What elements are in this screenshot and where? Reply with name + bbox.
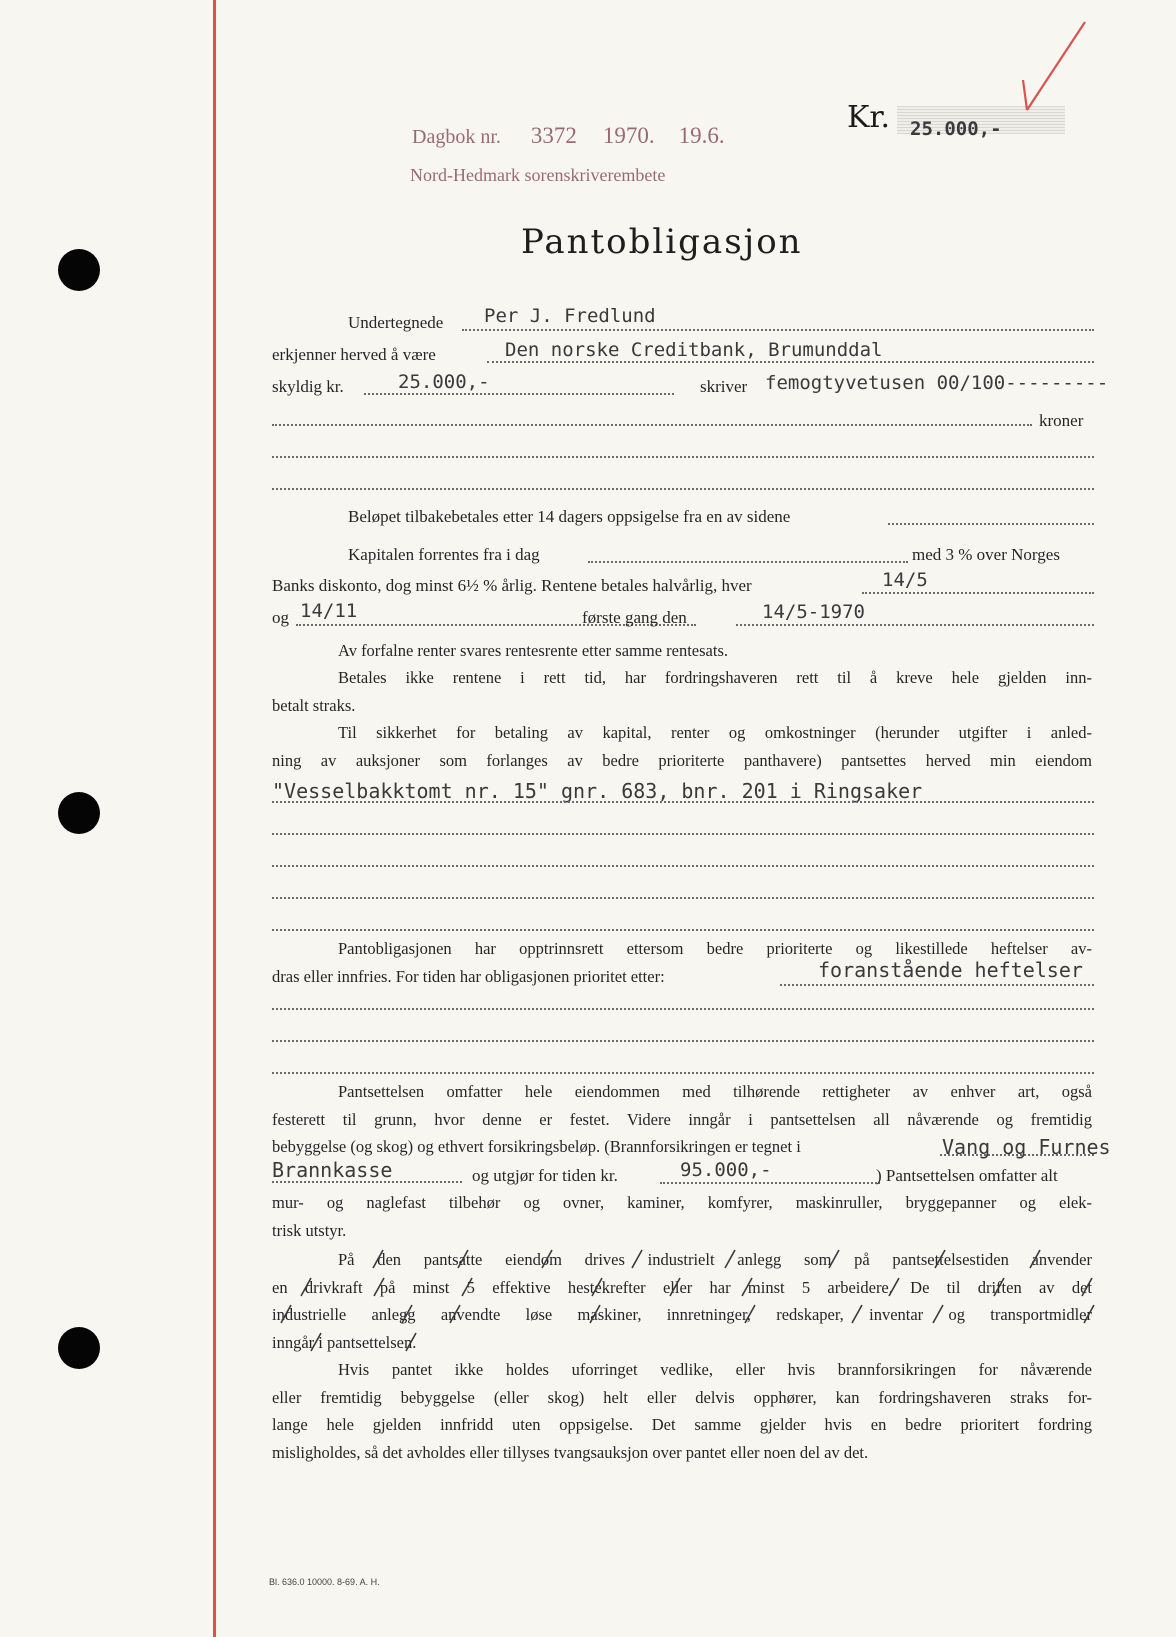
kroner-label: kroner [1039, 411, 1084, 430]
stamp-number: 3372 [530, 123, 577, 148]
fill-line [588, 561, 908, 563]
erkjenner-value: Den norske Creditbank, Brumunddal [505, 339, 883, 361]
fill-line [272, 1040, 1094, 1042]
punch-hole [58, 249, 100, 291]
fill-line [487, 361, 1094, 363]
fill-line [272, 897, 1094, 899]
stamp-label: Dagbok nr. [412, 126, 501, 148]
fill-line [272, 1008, 1094, 1010]
property-value: "Vesselbakktomt nr. 15" gnr. 683, bnr. 201 i Ringsaker [272, 779, 923, 803]
fill-line [462, 329, 1094, 331]
interest-line-1b: med 3 % over Norges [912, 545, 1060, 564]
fill-line [364, 393, 674, 395]
undertegnede-label: Undertegnede [348, 313, 444, 332]
fill-line [272, 833, 1094, 835]
stamp-line-2: Nord-Hedmark sorenskriverembete [410, 165, 666, 185]
fill-line [272, 865, 1094, 867]
undertegnede-value: Per J. Fredlund [484, 305, 656, 327]
punch-hole [58, 1327, 100, 1369]
document-title: Pantobligasjon [521, 222, 803, 262]
fill-line [272, 488, 1094, 490]
amount-label: Kr. [847, 100, 890, 135]
fill-line [272, 801, 1094, 803]
paragraph-late-payment: Betales ikke rentene i rett tid, har fordringshaveren rett til å kreve hele gjelden inn- betalt straks. [272, 668, 1092, 715]
paragraph-pledge: Pantsettelsen omfatter hele eiendommen med tilhørende rettigheter av enhver art, også festerett til grunn, hvor denne er festet. Videre inngår i pantsettelsen all nåværende og fremtidig bebyggelse (og skog) og ethvert forsikringsbeløp. (Brannforsikringen er tegnet i [272, 1082, 1092, 1156]
fill-line [736, 624, 1094, 626]
fill-line [862, 592, 1094, 594]
paragraph-maintenance: Hvis pantet ikke holdes uforringet vedlike, eller hvis brannforsikringen for nåværende eller fremtidig bebyggelse (eller skog) helt eller delvis opphører, kan fordringshaveren straks for- lange hele gjelden innfridd uten oppsigelse. Det samme gjelder hvis en bedre prioritert fordring misligholdes, så det avholdes eller tillyses tvangsauksjon over pantet eller noen del av det. [272, 1360, 1092, 1462]
repayment-text: Beløpet tilbakebetales etter 14 dagers oppsigelse fra en av sidene [348, 507, 791, 526]
priority-value: foranstående heftelser [818, 958, 1083, 982]
punch-hole [58, 792, 100, 834]
skyldig-value: 25.000,- [398, 371, 490, 393]
interest-line-1a: Kapitalen forrentes fra i dag [348, 545, 540, 564]
fill-line [272, 424, 1032, 426]
interest-line-2: Banks diskonto, dog minst 6½ % årlig. Rentene betales halvårlig, hver [272, 576, 752, 595]
paragraph-industrial: På den pantsatte eiendom drives industrielt anlegg som på pantsettelsestiden anvender en drivkraft på minst 5 effektive hestekrefter eller har minst 5 arbeidere. De til driften av det industrielle anlegg anvendte løse maskiner, innretninger, redskaper, inventar og transportmidler inngår i pantsettelsen. [272, 1250, 1092, 1352]
first-date-value: 14/5-1970 [762, 601, 865, 623]
interest-date-2: 14/11 [300, 600, 358, 622]
fill-line [660, 1182, 880, 1184]
insurance-amount-label: og utgjør for tiden kr. [472, 1166, 618, 1185]
fill-line [272, 456, 1094, 458]
interest-date-1: 14/5 [882, 569, 928, 591]
strike-marks [272, 1246, 1102, 1358]
skriver-label: skriver [700, 377, 748, 396]
form-footer-code: Bl. 636.0 10000. 8-69. A. H. [269, 1577, 380, 1587]
paragraph-interest-on-interest: Av forfalne renter svares rentesrente etter samme rentesats. [338, 641, 729, 660]
stamp-date: 19.6. [678, 123, 725, 148]
forste-gang-label: første gang den [582, 608, 687, 627]
fill-line [780, 984, 1094, 986]
red-margin-line [213, 0, 216, 1637]
fill-line [272, 929, 1094, 931]
checkmark-icon [1015, 20, 1095, 120]
stamp-line-1 [412, 123, 725, 149]
insurance-amount-value: 95.000,- [680, 1159, 772, 1181]
stamp-year: 1970. [602, 123, 655, 148]
paragraph-fixtures: mur- og naglefast tilbehør og ovner, kaminer, komfyrer, maskinruller, bryggepanner og elek- trisk utstyr. [272, 1193, 1092, 1240]
amount-value: 25.000,- [910, 118, 1002, 140]
fill-line [272, 1072, 1094, 1074]
erkjenner-label: erkjenner herved å være [272, 345, 436, 364]
og-label: og [272, 608, 289, 627]
insurer-value-1: Vang og Furnes [942, 1135, 1111, 1159]
paragraph-priority: Pantobligasjonen har opptrinnsrett ettersom bedre prioriterte og likestillede heftelser av- dras eller innfries. For tiden har obligasjonen prioritet etter: [272, 939, 1092, 986]
pledge-line-4b: ) Pantsettelsen omfatter alt [876, 1166, 1058, 1185]
skyldig-label: skyldig kr. [272, 377, 344, 396]
skriver-value: femogtyvetusen 00/100--------- [765, 372, 1109, 394]
insurer-value-2: Brannkasse [272, 1158, 393, 1182]
fill-line [888, 523, 1094, 525]
paragraph-security: Til sikkerhet for betaling av kapital, renter og omkostninger (herunder utgifter i anled- ning av auksjoner som forlanges av bedre prioriterte panthavere) pantsettes herved min eiendom [272, 723, 1092, 770]
